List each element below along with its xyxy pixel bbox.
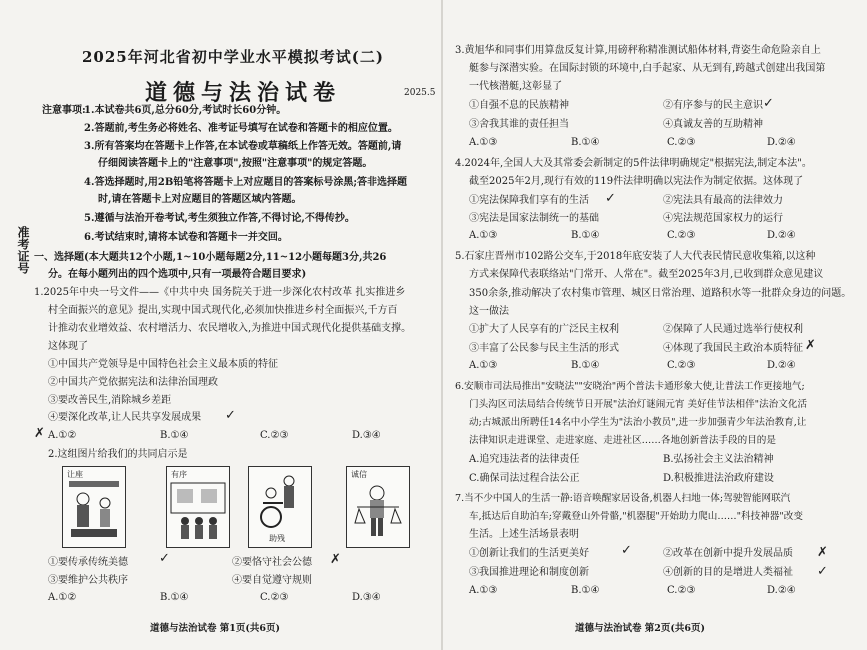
left-page	[12, 0, 437, 650]
q7-item: ③我国推进理论和制度创新	[469, 567, 589, 578]
note-line: 1.本试卷共6页,总分60分,考试时长60分钟。	[84, 105, 287, 116]
q7-item: ①创新让我们的生活更美好	[469, 548, 589, 559]
q5-stem: 这一做法	[469, 306, 509, 317]
picture-helping-disabled	[248, 466, 312, 548]
q3-item: ①自强不息的民族精神	[469, 100, 569, 111]
q4-choice[interactable]: A.①③	[469, 230, 498, 241]
q5-choice[interactable]: D.②④	[767, 360, 796, 371]
q5-item: ④体现了我国民主政治本质特征	[663, 343, 803, 354]
notes-heading: 注意事项:	[42, 105, 86, 116]
q7-choice[interactable]: D.②④	[767, 585, 796, 596]
q2-item: ④要自觉遵守规则	[232, 575, 312, 586]
q7-stem: 生活。上述生活场景表明	[469, 529, 579, 540]
picture-label: 诚信	[351, 470, 367, 479]
page-footer: 道德与法治试卷 第2页(共6页)	[575, 623, 706, 634]
q3-stem: 3.黄旭华和同事们用算盘反复计算,用磅秤称精准测试船体材料,背姿生命危险亲自上	[455, 45, 821, 56]
check-mark: ✓	[621, 543, 632, 558]
q2-stem: 2.这组图片给我们的共同启示是	[48, 449, 188, 460]
q3-item: ④真诚友善的互助精神	[663, 119, 763, 130]
q5-stem: 5.石家庄晋州市102路公交车,于2018年底安装了人大代表民情民意收集箱,以这种	[455, 251, 816, 262]
q6-stem: 6.安顺市司法局推出"安晓法""安晓治"两个普法卡通形象大使,让普法工作更接地气;	[455, 381, 805, 392]
q1-item: ①中国共产党领导是中国特色社会主义最本质的特征	[48, 359, 278, 370]
q2-choice[interactable]: D.③④	[352, 592, 381, 603]
q4-item: ①宪法保障我们享有的生活	[469, 195, 589, 206]
q1-item: ②中国共产党依据宪法和法律治国理政	[48, 377, 218, 388]
q2-item: ①要传承传统美德	[48, 557, 128, 568]
q3-choice[interactable]: D.②④	[767, 137, 796, 148]
q7-item: ②改革在创新中提升发展品质	[663, 548, 793, 559]
q6-stem: 门头沟区司法局结合传统节日开展"法治灯谜闹元宵 美好佳节法相伴"法治文化活	[469, 399, 808, 410]
q7-choice[interactable]: A.①③	[469, 585, 498, 596]
check-mark: ✓	[159, 551, 170, 566]
q3-item: ③舍我其谁的责任担当	[469, 119, 569, 130]
check-mark: ✓	[225, 408, 236, 423]
cross-mark: ✗	[330, 552, 341, 567]
q6-stem: 动;古城派出所聘任14名中小学生为"法治小教员",进一步加强青少年法治教育,让	[469, 417, 807, 428]
q3-stem: 一代核潜艇,这彰显了	[469, 81, 563, 92]
picture-label: 让座	[67, 470, 83, 479]
note-line: 6.考试结束时,请将本试卷和答题卡一并交回。	[84, 232, 288, 243]
right-page	[445, 0, 863, 650]
q3-item: ②有序参与的民主意识	[663, 100, 763, 111]
q7-stem: 7.当不少中国人的生活一静:语音唤醒家居设备,机器人扫地一体;驾驶智能网联汽	[455, 493, 791, 504]
note-line: 5.遵循与法治开卷考试,考生须独立作答,不得讨论,不得传抄。	[84, 213, 355, 224]
subject-title: 道德与法治试卷	[145, 80, 342, 106]
q4-choice[interactable]: B.①④	[571, 230, 600, 241]
q1-choice[interactable]: C.②③	[260, 430, 289, 441]
q1-choice[interactable]: D.③④	[352, 430, 381, 441]
q5-item: ①扩大了人民享有的广泛民主权利	[469, 324, 619, 335]
q2-choice[interactable]: C.②③	[260, 592, 289, 603]
cross-mark: ✓	[763, 96, 774, 111]
note-line: 时,请在答题卡上对应题目的答题区域内答题。	[98, 194, 302, 205]
q1-item: ③要改善民生,消除城乡差距	[48, 395, 172, 406]
q7-item: ④创新的目的是增进人类福祉	[663, 567, 793, 578]
q6-choice[interactable]: A.追究违法者的法律责任	[469, 454, 580, 465]
q5-item: ②保障了人民通过选举行使权利	[663, 324, 803, 335]
q4-choice[interactable]: D.②④	[767, 230, 796, 241]
exam-title: 2025年河北省初中学业水平模拟考试(二)	[82, 48, 384, 66]
q6-choice[interactable]: C.确保司法过程合法公正	[469, 473, 580, 484]
cross-mark: ✓	[817, 564, 828, 579]
note-line: 4.答选择题时,用2B铅笔将答题卡上对应题目的答案标号涂黑;答非选择题	[84, 177, 408, 188]
q3-stem: 艇参与深潜实验。在国际封锁的环境中,白手起家、从无到有,跨越式创建出我国第	[469, 63, 826, 74]
q2-item: ②要恪守社会公德	[232, 557, 312, 568]
q5-choice[interactable]: A.①③	[469, 360, 498, 371]
exam-date: 2025.5	[404, 88, 436, 98]
note-line: 3.所有答案均在答题卡上作答,在本试卷或草稿纸上作答无效。答题前,请	[84, 141, 402, 152]
q4-stem: 4.2024年,全国人大及其常委会新制定的5件法律明确规定"根据宪法,制定本法"。	[455, 158, 812, 169]
cross-mark: ✗	[817, 545, 828, 560]
q7-stem: 车,抵达后自助泊车;穿戴登山外骨骼,"机器腿"开始助力爬山……"科技神器"改变	[469, 511, 803, 522]
q2-item: ③要维护公共秩序	[48, 575, 128, 586]
q7-choice[interactable]: B.①④	[571, 585, 600, 596]
q6-choice[interactable]: B.弘扬社会主义法治精神	[663, 454, 774, 465]
q1-item: ④要深化改革,让人民共享发展成果	[48, 412, 202, 423]
picture-label: 有序	[171, 470, 187, 479]
q2-choice[interactable]: B.①④	[160, 592, 189, 603]
page-footer: 道德与法治试卷 第1页(共6页)	[150, 623, 281, 634]
picture-orderly	[166, 466, 230, 548]
cross-mark: ✗	[34, 426, 45, 441]
q4-choice[interactable]: C.②③	[667, 230, 696, 241]
cross-mark: ✓	[605, 191, 616, 206]
note-line: 仔细阅读答题卡上的"注意事项",按照"注意事项"的规定答题。	[98, 158, 373, 169]
q4-stem: 截至2025年2月,现行有效的119件法律明确以宪法作为制定依据。这体现了	[469, 176, 804, 187]
q3-choice[interactable]: B.①④	[571, 137, 600, 148]
check-mark: ✗	[805, 338, 816, 353]
picture-seat-giving	[62, 466, 126, 548]
q3-choice[interactable]: C.②③	[667, 137, 696, 148]
q5-stem: 350余条,推动解决了农村集市管理、城区日常治理、道路积水等一批群众身边的问题。	[469, 288, 852, 299]
q4-item: ②宪法具有最高的法律效力	[663, 195, 783, 206]
q2-choice[interactable]: A.①②	[48, 592, 77, 603]
candidate-number-label: 准考证号	[16, 226, 30, 274]
q5-choice[interactable]: B.①④	[571, 360, 600, 371]
note-line: 2.答题前,考生务必将姓名、准考证号填写在试卷和答题卡的相应位置。	[84, 123, 398, 134]
q5-item: ③丰富了公民参与民主生活的形式	[469, 343, 619, 354]
q5-stem: 方式来保障代表联络站"门常开、人常在"。截至2025年3月,已收到群众意见建议	[469, 269, 824, 280]
q1-choice[interactable]: A.①②	[48, 430, 77, 441]
q1-stem: 计推动农业增效益、农村增活力、农民增收入,为推进中国式现代化提供基础支撑。	[48, 323, 412, 334]
q1-stem: 1.2025年中央一号文件——《中共中央 国务院关于进一步深化农村改革 扎实推进乡	[34, 287, 406, 298]
picture-caption: 助残	[269, 534, 285, 543]
section-heading: 一、选择题(本大题共12个小题,1~10小题每题2分,11~12小题每题3分,共26	[34, 252, 387, 263]
q1-choice[interactable]: B.①④	[160, 430, 189, 441]
q6-choice[interactable]: D.积极推进法治政府建设	[663, 473, 774, 484]
q4-item: ④宪法规范国家权力的运行	[663, 213, 783, 224]
q1-stem: 这体现了	[48, 341, 88, 352]
q6-stem: 法律知识走进课堂、走进家庭、走进社区……各地创新普法手段的目的是	[469, 435, 776, 446]
q3-choice[interactable]: A.①③	[469, 137, 498, 148]
q5-choice[interactable]: C.②③	[667, 360, 696, 371]
section-heading: 分。在每小题列出的四个选项中,只有一项最符合题目要求)	[48, 269, 307, 280]
picture-integrity	[346, 466, 410, 548]
q4-item: ③宪法是国家法制统一的基础	[469, 213, 599, 224]
q1-stem: 村全面振兴的意见》提出,实现中国式现代化,必须加快推进乡村全面振兴,千方百	[48, 305, 398, 316]
q7-choice[interactable]: C.②③	[667, 585, 696, 596]
page-fold	[441, 0, 443, 650]
